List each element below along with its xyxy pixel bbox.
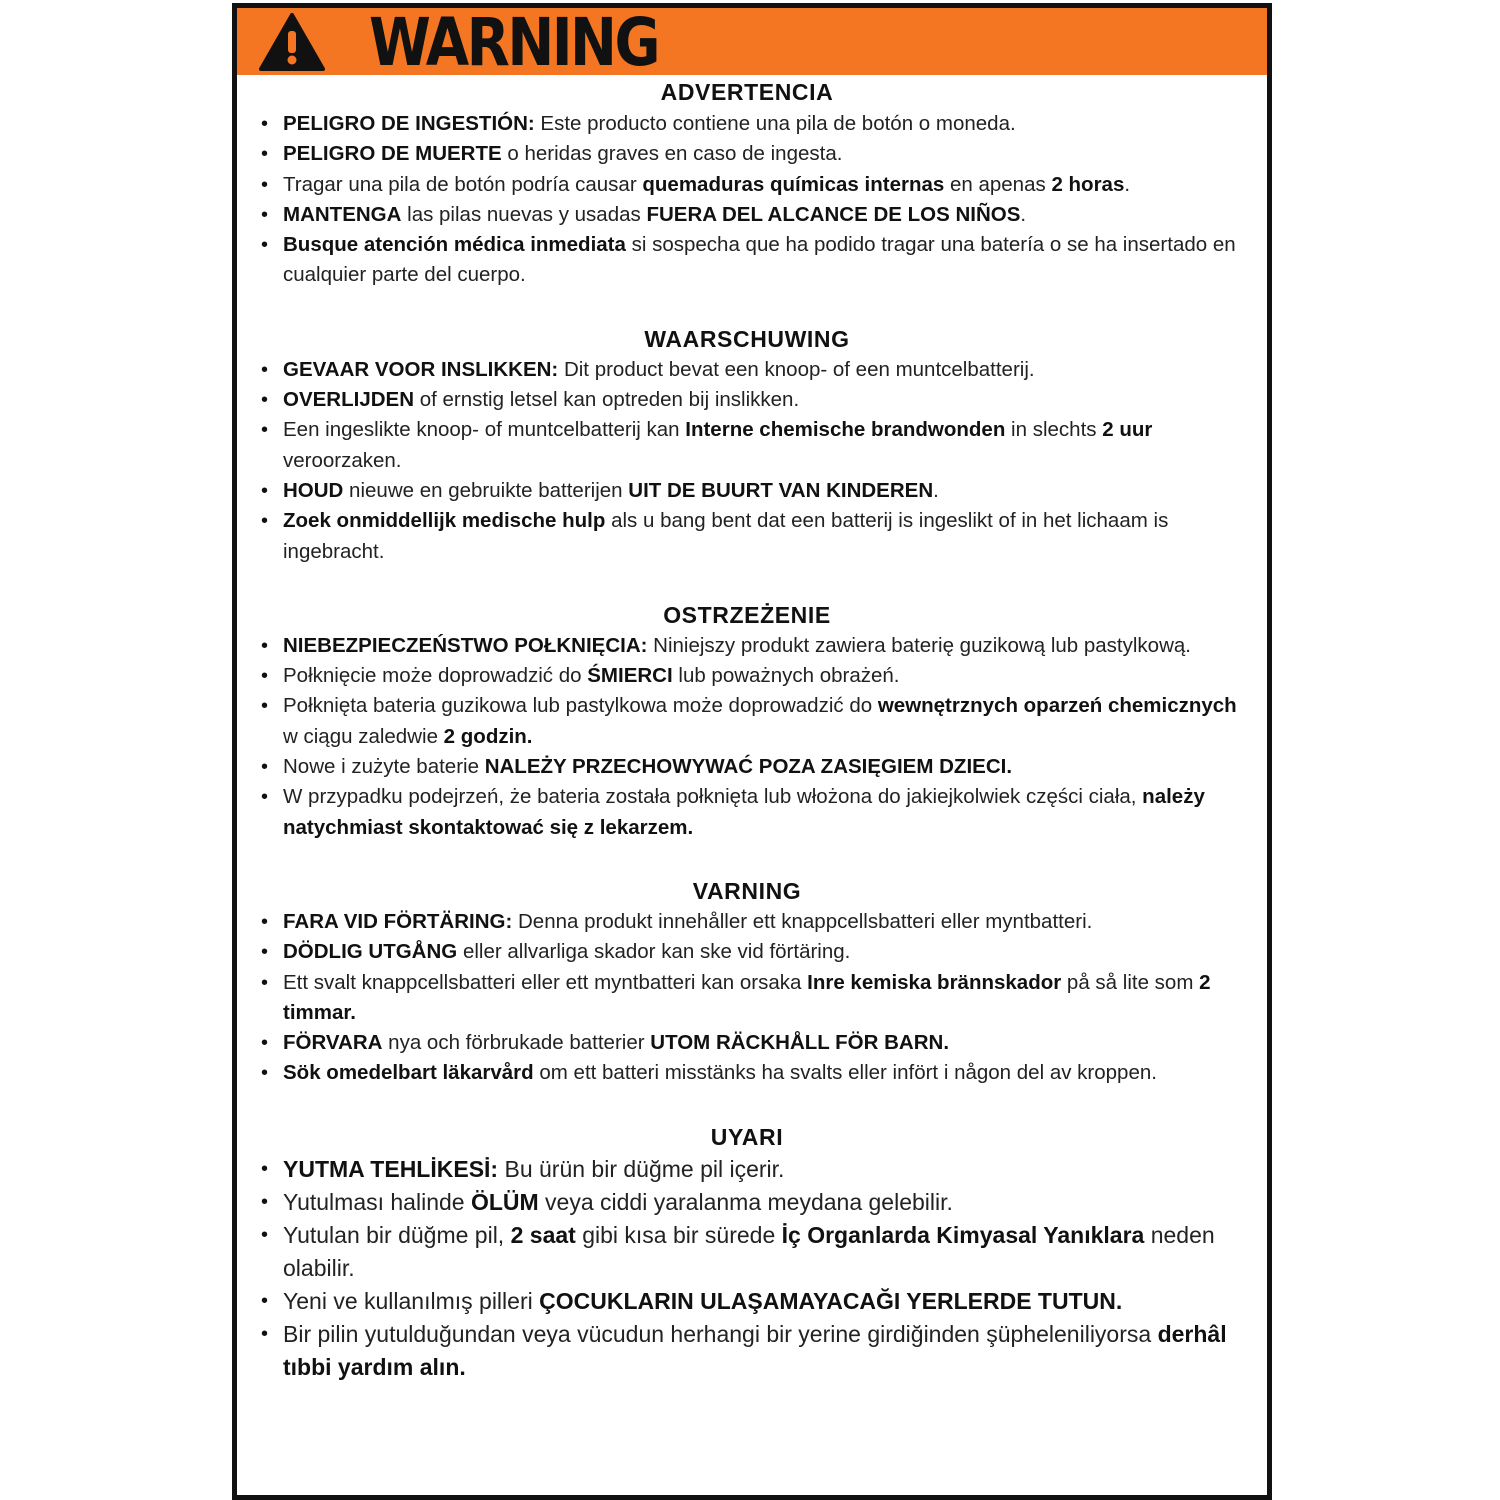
list-item (283, 691, 1257, 752)
bold-text: Inre kemiska brännskador (807, 970, 1062, 994)
bold-text: Sök omedelbart läkarvård (283, 1061, 534, 1085)
list-item (283, 1153, 1257, 1186)
section-spanish (237, 75, 1267, 291)
text: . (1124, 172, 1131, 196)
list-item (283, 476, 1257, 506)
list-item (283, 139, 1257, 169)
text: Tragar una pila de botón podría causar (283, 172, 643, 196)
bold-text: NALEŻY PRZECHOWYWAĆ POZA ZASIĘGIEM DZIECI. (484, 755, 1013, 779)
text: Denna produkt innehåller ett knappcellsbatteri eller myntbatteri. (512, 909, 1093, 933)
bold-text: wewnętrznych oparzeń chemicznych (877, 694, 1237, 718)
list-item (283, 1285, 1257, 1318)
bold-text: derhâl tıbbi yardım alın. (283, 1320, 1227, 1380)
text: neden olabilir. (283, 1221, 1215, 1281)
bold-text: NIEBEZPIECZEŃSTWO POŁKNIĘCIA: (283, 633, 648, 657)
text: si sospecha que ha podido tragar una batería o se ha insertado en cualquier parte del cuerpo. (283, 233, 1236, 287)
text: Nowe i zużyte baterie (283, 755, 485, 779)
warning-list (283, 1153, 1257, 1384)
list-item (283, 170, 1257, 200)
text: Ett svalt knappcellsbatteri eller ett myntbatteri kan orsaka (283, 970, 808, 994)
list-item (283, 968, 1257, 1029)
bold-text: należy natychmiast skontaktować się z lekarzem. (283, 785, 1205, 839)
bold-text: Interne chemische brandwonden (685, 418, 1006, 442)
section-swedish (237, 875, 1267, 1089)
banner-title: WARNING (369, 4, 658, 81)
list-item (283, 1219, 1257, 1285)
bold-text: 2 uur (1102, 418, 1153, 442)
text: w ciągu zaledwie (283, 724, 444, 748)
section-title: ADVERTENCIA (660, 79, 834, 105)
bold-text: 2 godzin. (443, 724, 533, 748)
list-item (283, 355, 1257, 385)
bold-text: UTOM RÄCKHÅLL FÖR BARN. (650, 1031, 950, 1055)
text: om ett batteri misstänks ha svalts eller infört i någon del av kroppen. (533, 1061, 1157, 1085)
text: eller allvarliga skador kan ske vid förtäring. (457, 940, 851, 964)
bold-text: ŚMIERCI (587, 664, 673, 688)
text: nieuwe en gebruikte batterijen (343, 478, 629, 502)
list-item (283, 200, 1257, 230)
bold-text: 2 timmar. (283, 970, 1211, 1024)
bold-text: ÖLÜM (470, 1188, 539, 1215)
bold-text: 2 horas (1051, 172, 1125, 196)
list-item (283, 752, 1257, 782)
text: Niniejszy produkt zawiera baterię guzikową lub pastylkową. (647, 633, 1191, 657)
text: Yutulması halinde (283, 1188, 471, 1215)
text: gibi kısa bir sürede (575, 1221, 782, 1248)
text: of ernstig letsel kan optreden bij inslikken. (414, 388, 800, 412)
text: las pilas nuevas y usadas (401, 202, 647, 226)
text: Yutulan bir düğme pil, (283, 1221, 511, 1248)
warning-list (283, 109, 1257, 291)
list-item (283, 1186, 1257, 1219)
bold-text: İç Organlarda Kimyasal Yanıklara (781, 1221, 1145, 1248)
list-item (283, 661, 1257, 691)
list-item (283, 907, 1257, 937)
bold-text: 2 saat (510, 1221, 576, 1248)
text: Dit product bevat een knoop- of een muntcelbatterij. (558, 357, 1035, 381)
text: . (933, 478, 939, 502)
text: Este producto contiene una pila de botón o moneda. (534, 112, 1016, 135)
bold-text: FÖRVARA (283, 1031, 383, 1055)
warning-triangle-icon (259, 12, 325, 72)
text: Połknięcie może doprowadzić do (283, 664, 588, 688)
warning-list (283, 907, 1257, 1089)
list-item (283, 631, 1257, 661)
section-dutch (237, 323, 1267, 567)
section-polish (237, 599, 1267, 843)
bold-text: MANTENGA (283, 202, 402, 226)
text: o heridas graves en caso de ingesta. (501, 142, 843, 166)
text: på så lite som (1061, 970, 1200, 994)
list-item (283, 937, 1257, 967)
list-item (283, 506, 1257, 567)
warning-label (232, 3, 1272, 1500)
list-item (283, 1318, 1257, 1384)
bold-text: GEVAAR VOOR INSLIKKEN: (283, 357, 559, 381)
section-turkish (237, 1121, 1267, 1384)
warning-banner (237, 4, 1267, 81)
text: Bir pilin yutulduğundan veya vücudun herhangi bir yerine girdiğinden şüpheleniliyorsa (283, 1320, 1158, 1347)
bold-text: Busque atención médica inmediata (283, 233, 626, 257)
list-item (283, 1028, 1257, 1058)
bold-text: UIT DE BUURT VAN KINDEREN (628, 478, 934, 502)
bold-text: HOUD (283, 478, 344, 502)
text: lub poważnych obrażeń. (672, 664, 900, 688)
text: Een ingeslikte knoop- of muntcelbatterij kan (283, 418, 686, 442)
section-title: UYARI (710, 1123, 784, 1150)
text: W przypadku podejrzeń, że bateria została połknięta lub włożona do jakiejkolwiek części ciała, (283, 785, 1143, 809)
bold-text: PELIGRO DE MUERTE (283, 142, 502, 166)
text: veroorzaken. (283, 448, 402, 472)
text: Yeni ve kullanılmış pilleri (283, 1287, 540, 1314)
text: en apenas (944, 172, 1052, 196)
bold-text: YUTMA TEHLİKESİ: (283, 1155, 499, 1182)
section-title: VARNING (692, 877, 802, 904)
bold-text: ÇOCUKLARIN ULAŞAMAYACAĞI YERLERDE TUTUN. (539, 1287, 1123, 1314)
bold-text: FARA VID FÖRTÄRING: (283, 909, 513, 933)
list-item (283, 782, 1257, 843)
list-item (283, 415, 1257, 476)
warning-list (283, 355, 1257, 567)
bold-text: Zoek onmiddellijk medische hulp (283, 509, 606, 533)
text: Połknięta bateria guzikowa lub pastylkowa może doprowadzić do (283, 694, 878, 718)
text: nya och förbrukade batterier (382, 1031, 651, 1055)
list-item (283, 385, 1257, 415)
warning-list (283, 631, 1257, 843)
list-item (283, 109, 1257, 139)
section-title: OSTRZEŻENIE (663, 601, 831, 628)
bold-text: PELIGRO DE INGESTIÓN: (283, 112, 535, 135)
text: Bu ürün bir düğme pil içerir. (498, 1155, 785, 1182)
list-item (283, 230, 1257, 291)
bold-text: FUERA DEL ALCANCE DE LOS NIÑOS (646, 202, 1021, 226)
bold-text: DÖDLIG UTGÅNG (283, 940, 458, 964)
text: . (1020, 202, 1027, 226)
section-title: WAARSCHUWING (644, 325, 850, 352)
bold-text: quemaduras químicas internas (642, 172, 945, 196)
text: veya ciddi yaralanma meydana gelebilir. (538, 1188, 953, 1215)
bold-text: OVERLIJDEN (283, 388, 414, 412)
text: in slechts (1005, 418, 1103, 442)
list-item (283, 1058, 1257, 1088)
text: als u bang bent dat een batterij is ingeslikt of in het lichaam is ingebracht. (283, 509, 1169, 563)
